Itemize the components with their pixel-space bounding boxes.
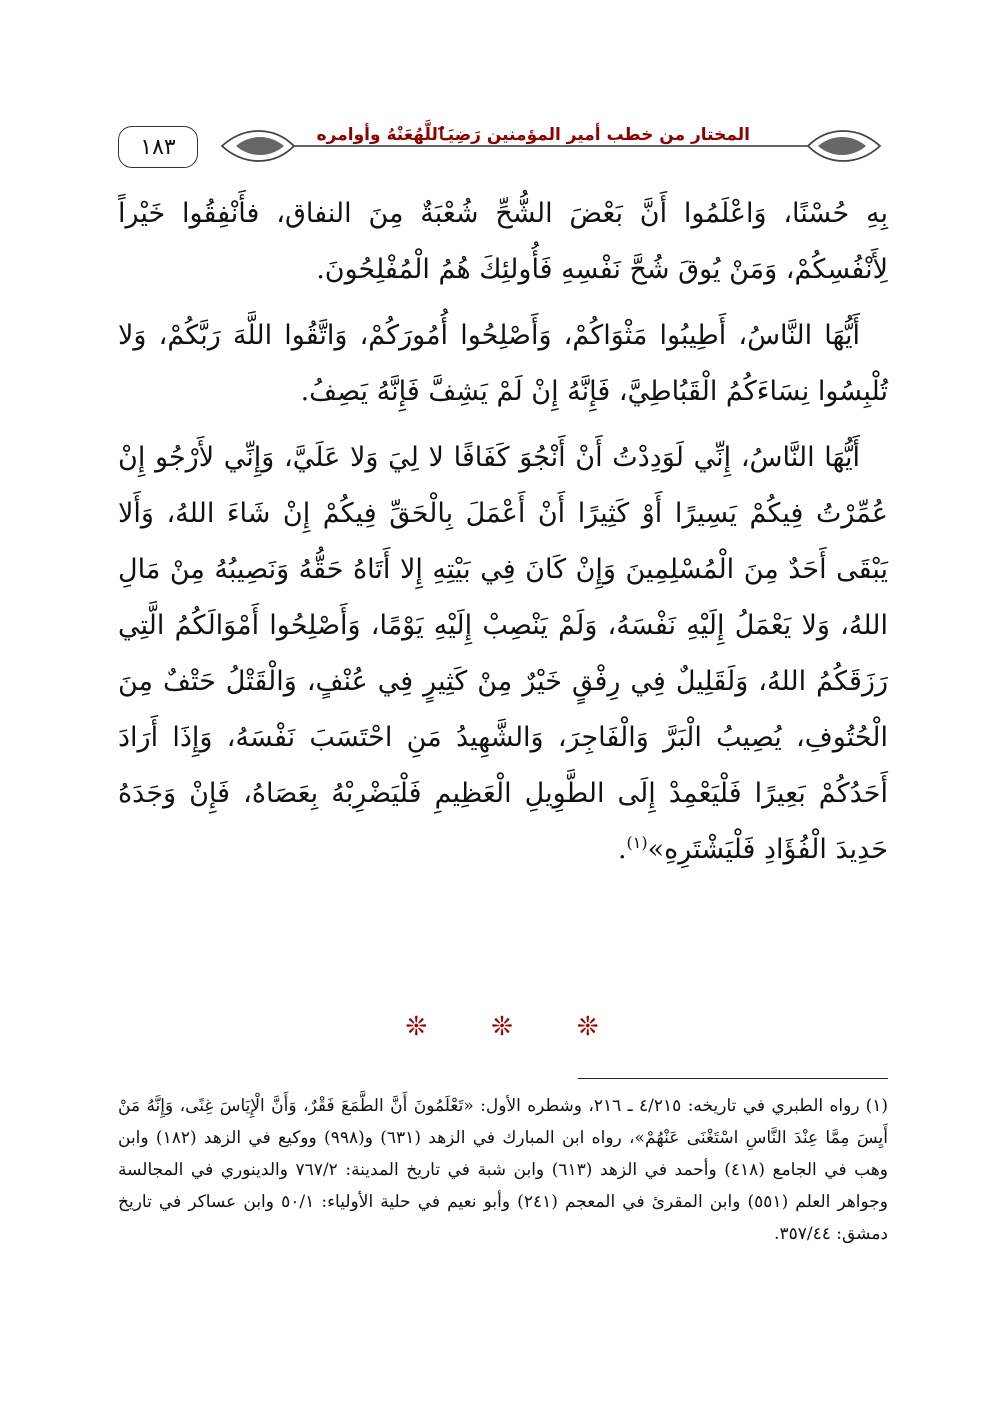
footnote-text: رواه الطبري في تاريخه: ٤/٢١٥ ـ ٢١٦، وشطره الأول: «تَعْلَمُونَ أَنَّ الطَّمَعَ فَقْرٌ، وَأَنَّ الْإِيَاسَ غِنًى، وَإِنَّهُ مَنْ أَيِسَ مِمَّا عِنْدَ النَّاسِ اسْتَغْنَى عَنْهُمْ»، رواه ابن المبارك في الزهد (٦٣١) و(٩٩٨) ووكيع في الزهد (١٨٢) وابن وهب في الجامع (٤١٨) وأحمد في الزهد (٦١٣) وابن شبة في تاريخ المدينة: ٧٦٧/٢ والدينوري في المجالسة وجواهر العلم (٥٥١) وابن المقرئ في المعجم (٢٤١) وأبو نعيم في حلية الأولياء: ٥٠/١ وابن عساكر في تاريخ دمشق: ٣٥٧/٤٤. bbox=[118, 1096, 889, 1244]
paragraph-1: بِهِ حُسْنًا، وَاعْلَمُوا أَنَّ بَعْضَ الشُّحِّ شُعْبَةٌ مِنَ النفاق، فأَنْفِقُوا خَيْراً لِأَنْفُسِكُمْ، وَمَنْ يُوقَ شُحَّ نَفْسِهِ فَأُولئِكَ هُمُ الْمُفْلِحُونَ. bbox=[118, 198, 888, 285]
page-header bbox=[118, 118, 888, 174]
paragraph-3 bbox=[118, 430, 888, 878]
running-title: المختار من خطب أمير المؤمنين رَضِيَٱللَّهُعَنْهُ وأوامره bbox=[307, 124, 760, 145]
paragraph-3-text: أَيُّهَا النَّاسُ، إِنِّي لَوَدِدْتُ أَنْ أَنْجُوَ كَفَافًا لا لِيَ وَلا عَلَيَّ، وَإِنِّي لأَرْجُو إِنْ عُمِّرْتُ فِيكُمْ يَسِيرًا أَوْ كَثِيرًا أَنْ أَعْمَلَ بِالْحَقِّ فِيكُمْ إِنْ شَاءَ اللهُ، وَأَلا يَبْقَى أَحَدٌ مِنَ الْمُسْلِمِينَ وَإِنْ كَانَ فِي بَيْتِهِ إِلا أَتَاهُ حَقُّهُ وَنَصِيبُهُ مِنْ مَالِ اللهُ، وَلا يَعْمَلُ إِلَيْهِ نَفْسَهُ، وَلَمْ يَنْصِبْ إِلَيْهِ يَوْمًا، وَأَصْلِحُوا أَمْوَالَكُمُ الَّتِي رَزَقَكُمُ اللهُ، وَلَقَلِيلٌ فِي رِفْقٍ خَيْرٌ مِنْ كَثِيرٍ فِي عُنْفٍ، وَالْقَتْلُ حَتْفٌ مِنَ الْحُتُوفِ، يُصِيبُ الْبَرَّ وَالْفَاجِرَ، وَالشَّهِيدُ مَنِ احْتَسَبَ نَفْسَهُ، وَإِذَا أَرَادَ أَحَدُكُمْ بَعِيرًا فَلْيَعْمِدْ إِلَى الطَّوِيلِ الْعَظِيمِ فَلْيَضْرِبْهُ بِعَصَاهُ، فَإِنْ وَجَدَهُ حَدِيدَ الْفُؤَادِ فَلْيَشْتَرِهِ» bbox=[118, 442, 888, 865]
page-number-text: ١٨٣ bbox=[140, 134, 176, 160]
section-separator bbox=[0, 1012, 1004, 1042]
footnote-divider bbox=[578, 1078, 888, 1079]
footnote-1 bbox=[118, 1090, 888, 1250]
footnotes bbox=[118, 1090, 888, 1250]
paragraph-3-end: . bbox=[617, 834, 627, 865]
separator-star-icon: ❊ bbox=[576, 1012, 599, 1042]
paragraph-2: أَيُّهَا النَّاسُ، أَطِيبُوا مَثْوَاكُمْ، وَأَصْلِحُوا أُمُورَكُمْ، وَاتَّقُوا اللَّهَ رَبَّكُمْ، وَلا تُلْبِسُوا نِسَاءَكُمُ الْقَبُاطِيَّ، فَإِنَّهُ إِنْ لَمْ يَشِفَّ فَإِنَّهُ يَصِفُ. bbox=[118, 320, 888, 407]
separator-star-icon: ❊ bbox=[491, 1012, 513, 1042]
footnote-reference[interactable]: (١) bbox=[626, 833, 648, 852]
footnote-number: (١) bbox=[865, 1096, 888, 1116]
separator-star-icon: ❊ bbox=[405, 1012, 428, 1042]
main-text bbox=[118, 186, 888, 888]
header-ornament bbox=[214, 118, 888, 174]
page-number bbox=[118, 126, 198, 168]
